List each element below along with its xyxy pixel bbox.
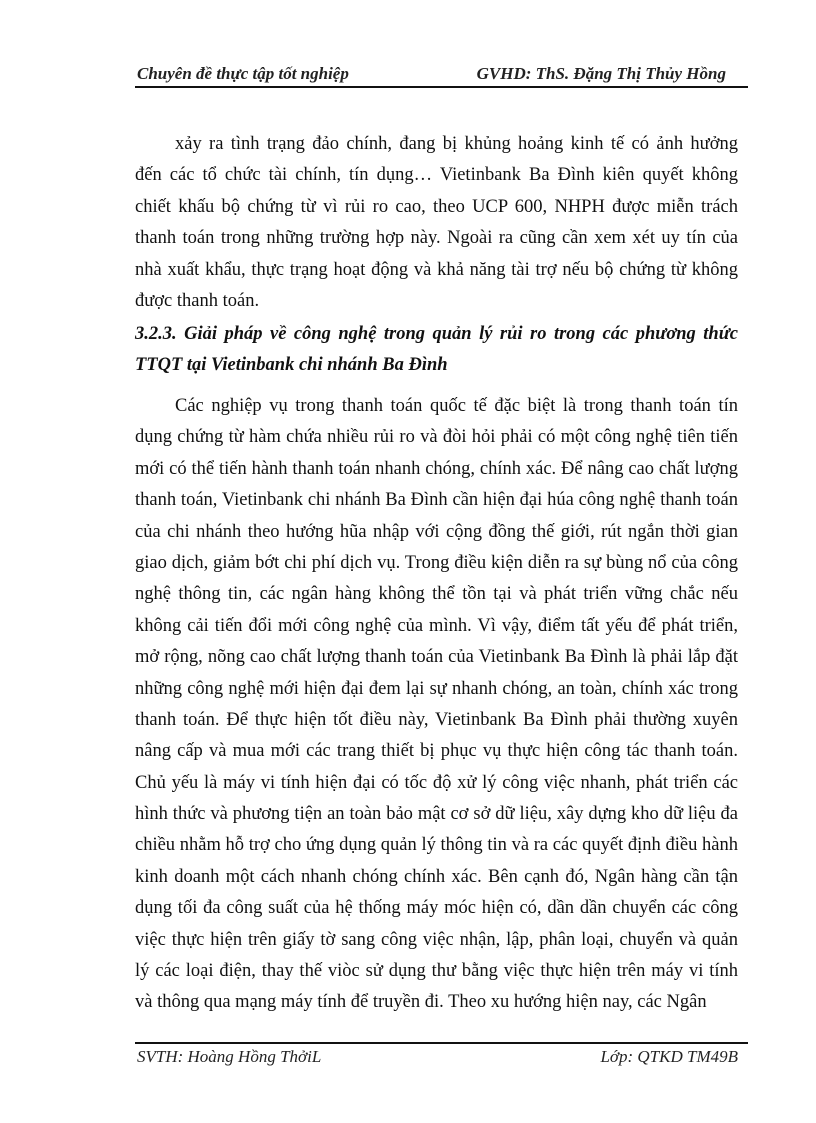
footer-rule [135, 1042, 748, 1044]
text-line: thanh toán, Vietinbank chi nhánh Ba Đình cần hiện đại húa công nghệ thanh toán [135, 490, 738, 511]
text-line: không cải tiến đổi mới công nghệ của mình. Vì vậy, điểm tất yếu để phát triển, [135, 615, 738, 636]
text-line: những công nghệ mới hiện đại đem lại sự nhanh chóng, an toàn, chính xác trong [135, 678, 738, 699]
text-line: kinh doanh một cách nhanh chóng chính xác. Bên cạnh đó, Ngân hàng cần tận [135, 866, 738, 887]
text-line: việc thực hiện trên giấy tờ sang công việc nhận, lập, phân loại, chuyển và quản [135, 929, 738, 950]
text-line: 3.2.3. Giải pháp về công nghệ trong quản lý rủi ro trong các phương thức [135, 324, 738, 344]
text-line: thanh toán trong những trường hợp này. Ngoài ra cũng cần xem xét uy tín của [135, 228, 738, 249]
text-line: lý các loại điện, thay thế viòc sử dụng thư bằng việc thực hiện trên máy vi tính [135, 961, 738, 982]
text-line: dụng chứng từ hàm chứa nhiều rủi ro và đòi hỏi phải có một công nghệ tiên tiến [135, 427, 738, 448]
text-line: mở rộng, nõng cao chất lượng thanh toán của Vietinbank Ba Đình là phải lắp đặt [135, 647, 738, 668]
paragraph-1 [135, 129, 738, 317]
text-line: nâng cấp và mua mới các trang thiết bị phục vụ thực hiện công tác thanh toán. [135, 741, 738, 762]
text-line: chiết khấu bộ chứng từ vì rủi ro cao, theo UCP 600, NHPH được miễn trách [135, 196, 738, 217]
text-line: TTQT tại Vietinbank chi nhánh Ba Đình [135, 355, 448, 376]
text-line: đến các tổ chức tài chính, tín dụng… Vietinbank Ba Đình kiên quyết không [135, 165, 738, 186]
text-line: nhà xuất khẩu, thực trạng hoạt động và khả năng tài trợ nếu bộ chứng từ không [135, 259, 738, 280]
text-line: dụng tối đa công suất của hệ thống máy móc hiện có, dần dần chuyển các công [135, 898, 738, 919]
header-right: GVHD: ThS. Đặng Thị Thủy Hồng [476, 64, 726, 83]
text-line: nghệ thông tin, các ngân hàng không thể tồn tại và phát triển vững chắc nếu [135, 584, 738, 605]
paragraph-2 [135, 391, 738, 1019]
text-line: Các nghiệp vụ trong thanh toán quốc tế đặc biệt là trong thanh toán tín [175, 396, 738, 416]
header-rule [135, 86, 748, 88]
text-line: hình thức và phương tiện an toàn bảo mật cơ sở dữ liệu, xây dựng kho dữ liệu đa [135, 804, 738, 825]
text-line: thanh toán. Để thực hiện tốt điều này, Vietinbank Ba Đình phải thường xuyên [135, 709, 738, 730]
text-line: giao dịch, giảm bớt chi phí dịch vụ. Trong điều kiện diễn ra sự bùng nổ của công [135, 552, 738, 573]
text-line: mới có thể tiến hành thanh toán nhanh chóng, chính xác. Để nâng cao chất lượng [135, 458, 738, 479]
header-left: Chuyên đề thực tập tốt nghiệp [137, 64, 349, 83]
page-header [135, 62, 740, 84]
text-line: xảy ra tình trạng đảo chính, đang bị khủng hoảng kinh tế có ảnh hưởng [175, 134, 738, 154]
text-line: và thông qua mạng máy tính để truyền đi. Theo xu hướng hiện nay, các Ngân [135, 992, 707, 1013]
section-heading [135, 319, 738, 382]
text-line: Chủ yếu là máy vi tính hiện đại có tốc độ xử lý công việc nhanh, phát triển các [135, 772, 738, 793]
text-line: chiều nhằm hỗ trợ cho ứng dụng quản lý thông tin và ra các quyết định điều hành [135, 835, 738, 856]
footer-left: SVTH: Hoàng Hồng ThởiL [137, 1047, 322, 1066]
text-line: được thanh toán. [135, 290, 260, 311]
footer-right: Lớp: QTKD TM49B [600, 1047, 738, 1066]
text-line: của chi nhánh theo hướng hũa nhập với cộng đồng thế giới, rút ngắn thời gian [135, 521, 738, 542]
